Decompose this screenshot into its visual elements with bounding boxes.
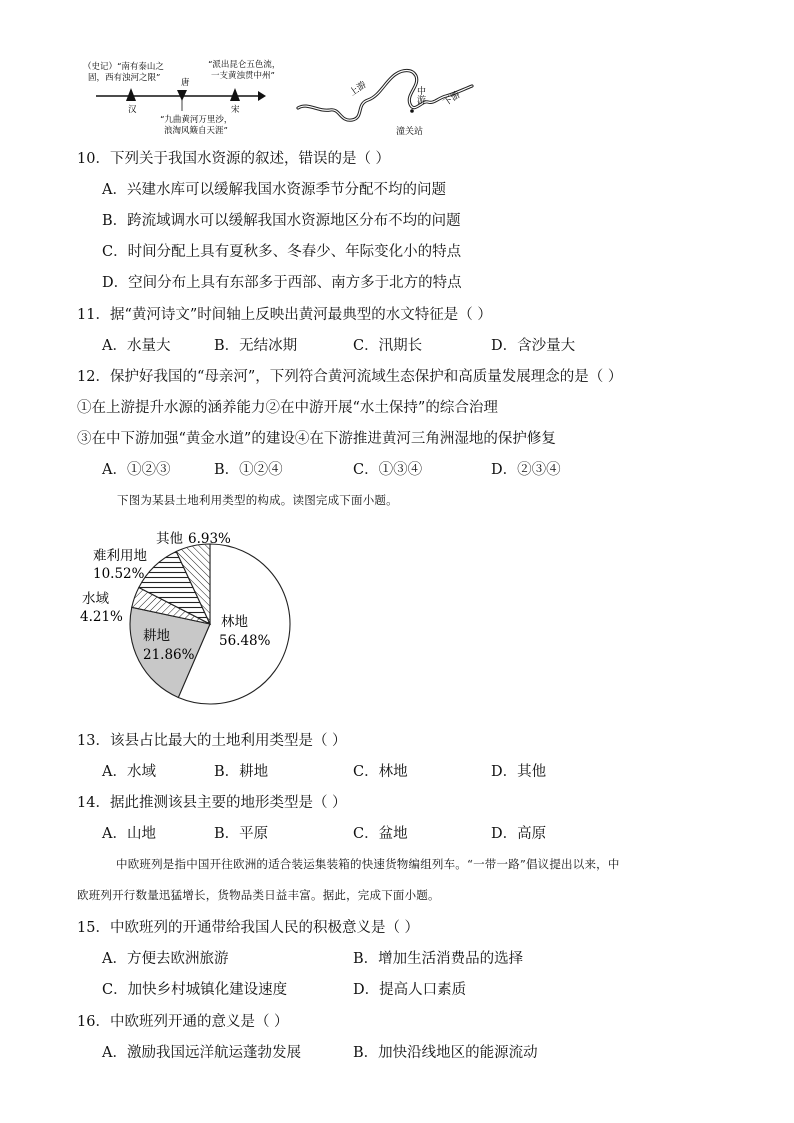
question-13-stem: 13．该县占比最大的土地利用类型是（ ） <box>77 733 347 749</box>
question-16-stem: 16．中欧班列开通的意义是（ ） <box>77 1014 289 1030</box>
q10-option-c[interactable]: C．时间分配上具有夏秋多、冬春少、年际变化小的特点 <box>102 244 462 260</box>
pie-value-other: 6.93% <box>188 531 231 547</box>
pie-label-unusable: 难利用地 <box>93 548 147 564</box>
tongguan-station-marker <box>410 109 414 113</box>
marker-song <box>230 88 240 101</box>
label-lower-reach: 下游 <box>441 89 463 109</box>
pie-label-water: 水域 <box>82 591 109 607</box>
q15-option-a[interactable]: A．方便去欧洲旅游 <box>102 951 229 967</box>
pie-value-forest: 56.48% <box>219 633 271 649</box>
q12-option-b[interactable]: B．①②④ <box>214 462 283 478</box>
q13-option-b[interactable]: B．耕地 <box>214 764 269 780</box>
q11-option-b[interactable]: B．无结冰期 <box>214 338 298 354</box>
marker-han <box>126 88 136 101</box>
river-course <box>298 71 472 121</box>
pie-label-other: 其他 <box>156 531 183 547</box>
label-song: 宋 <box>231 105 240 115</box>
quote-tang-1: “九曲黄河万里沙， <box>160 115 233 125</box>
label-upper-reach: 上游 <box>347 79 369 99</box>
train-intro-line-1: 中欧班列是指中国开往欧洲的适合装运集装箱的快速货物编组列车。“一带一路”倡议提出以来，中 <box>116 857 620 871</box>
label-station: 潼关站 <box>396 127 424 137</box>
pie-label-farmland: 耕地 <box>143 628 170 644</box>
train-intro-line-2: 欧班列开行数量迅猛增长，货物品类日益丰富。据此，完成下面小题。 <box>77 888 440 902</box>
yellow-river-map <box>296 60 476 138</box>
q12-option-c[interactable]: C．①③④ <box>353 462 423 478</box>
label-han: 汉 <box>128 105 137 115</box>
pie-label-forest: 林地 <box>221 614 248 630</box>
quote-song-1: “派出昆仑五色流， <box>208 60 280 70</box>
land-use-pie-chart <box>76 515 306 715</box>
q16-option-a[interactable]: A．激励我国远洋航运蓬勃发展 <box>102 1045 301 1061</box>
q13-option-c[interactable]: C．林地 <box>353 764 408 780</box>
q11-option-d[interactable]: D．含沙量大 <box>491 338 576 354</box>
q11-option-a[interactable]: A．水量大 <box>102 338 171 354</box>
poetry-timeline <box>80 55 280 137</box>
q15-option-c[interactable]: C．加快乡村城镇化建设速度 <box>102 982 288 998</box>
question-10-stem: 10．下列关于我国水资源的叙述，错误的是（ ） <box>77 151 391 167</box>
q15-option-d[interactable]: D．提高人口素质 <box>353 982 467 998</box>
quote-shiji-1: （史记）“南有泰山之 <box>83 62 164 72</box>
q15-option-b[interactable]: B．增加生活消费品的选择 <box>353 951 524 967</box>
q12-statement-line-2: ③在中下游加强“黄金水道”的建设④在下游推进黄河三角洲湿地的保护修复 <box>77 431 556 447</box>
question-11-stem: 11．据“黄河诗文”时间轴上反映出黄河最典型的水文特征是（ ） <box>77 307 492 323</box>
quote-song-2: 一支黄浊贯中州” <box>211 71 275 81</box>
q12-option-a[interactable]: A．①②③ <box>102 462 171 478</box>
q13-option-a[interactable]: A．水域 <box>102 764 156 780</box>
label-middle-reach: 中游 <box>415 86 425 104</box>
q10-option-a[interactable]: A．兴建水库可以缓解我国水资源季节分配不均的问题 <box>102 182 446 198</box>
pie-value-farmland: 21.86% <box>143 647 195 663</box>
q16-option-b[interactable]: B．加快沿线地区的能源流动 <box>353 1045 538 1061</box>
q14-option-a[interactable]: A．山地 <box>102 826 156 842</box>
label-tang: 唐 <box>181 78 190 88</box>
pie-value-unusable: 10.52% <box>93 566 145 582</box>
quote-shiji-2: 固，西有浊河之限” <box>88 73 161 83</box>
pie-value-water: 4.21% <box>80 609 123 625</box>
q14-option-d[interactable]: D．高原 <box>491 826 547 842</box>
q14-option-c[interactable]: C．盆地 <box>353 826 408 842</box>
q11-option-c[interactable]: C．汛期长 <box>353 338 423 354</box>
quote-tang-2: 浪淘风簸自天涯” <box>164 126 228 136</box>
q12-option-d[interactable]: D．②③④ <box>491 462 561 478</box>
q13-option-d[interactable]: D．其他 <box>491 764 547 780</box>
q12-statement-line-1: ①在上游提升水源的涵养能力②在中游开展“水土保持”的综合治理 <box>77 400 498 416</box>
pie-intro-text: 下图为某县土地利用类型的构成。读图完成下面小题。 <box>117 493 398 507</box>
q10-option-d[interactable]: D．空间分布上具有东部多于西部、南方多于北方的特点 <box>102 275 462 291</box>
question-14-stem: 14．据此推测该县主要的地形类型是（ ） <box>77 795 347 811</box>
question-15-stem: 15．中欧班列的开通带给我国人民的积极意义是（ ） <box>77 920 420 936</box>
question-12-stem: 12．保护好我国的“母亲河”，下列符合黄河流域生态保护和高质量发展理念的是（ ） <box>77 369 623 385</box>
q14-option-b[interactable]: B．平原 <box>214 826 269 842</box>
q10-option-b[interactable]: B．跨流域调水可以缓解我国水资源地区分布不均的问题 <box>102 213 461 229</box>
